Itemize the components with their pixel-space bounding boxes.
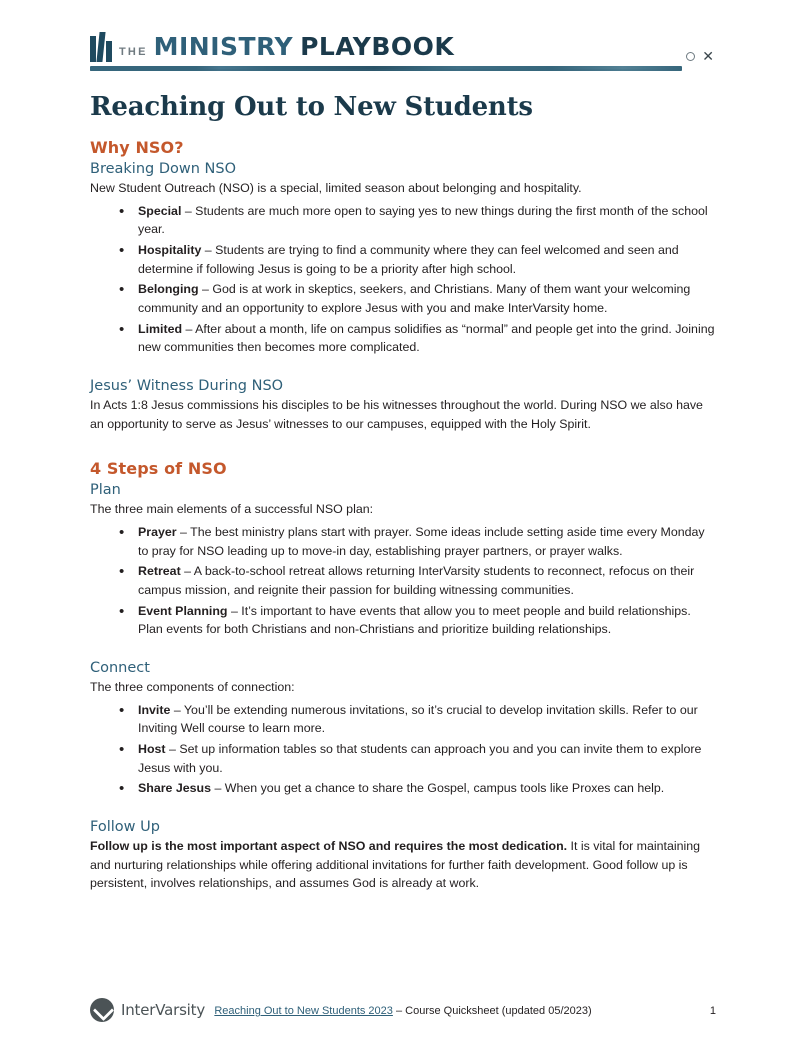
page-footer <box>90 998 716 1028</box>
list-item <box>138 202 718 239</box>
list-item <box>138 280 718 317</box>
footer-citation <box>90 1005 716 1017</box>
list-item <box>138 701 718 738</box>
list-item-lead: Limited <box>138 321 183 336</box>
paragraph-breaking-down-nso-intro: New Student Outreach (NSO) is a special, limited season about belonging and hospitality. <box>90 181 582 195</box>
list-item-lead: Prayer <box>138 525 177 540</box>
bullet-list-plan <box>90 523 718 639</box>
header-brush-divider <box>90 66 682 71</box>
list-item-text: – Set up information tables so that students can approach you and you can invite them to explore Jesus with you. <box>138 741 702 775</box>
list-item-text: – After about a month, life on campus solidifies as “normal” and people get into the grind. Joining new communities then becomes more complicated. <box>138 321 715 355</box>
paragraph-connect-intro: The three components of connection: <box>90 679 295 694</box>
subheading-connect: Connect <box>90 659 150 676</box>
paragraph-follow-up <box>90 837 718 894</box>
follow-up-bold-lead: Follow up is the most important aspect of NSO and requires the most dedication. <box>90 838 568 853</box>
subheading-jesus-witness: Jesus’ Witness During NSO <box>90 377 284 394</box>
list-item <box>138 740 718 777</box>
list-item-lead: Retreat <box>138 564 181 579</box>
list-item-text: – God is at work in skeptics, seekers, and Christians. Many of them want your welcoming community and an opportunity to explore Jesus with you and make InterVarsity home. <box>138 282 691 315</box>
list-item <box>138 241 718 278</box>
close-icon[interactable]: ✕ <box>702 48 714 64</box>
list-item-lead: Event Planning <box>138 603 228 618</box>
list-item <box>138 779 718 798</box>
bullet-list-breaking-down-nso <box>90 202 718 357</box>
section-heading-4-steps: 4 Steps of NSO <box>90 459 227 479</box>
footer-source-link[interactable]: Reaching Out to New Students 2023 <box>214 1005 393 1017</box>
window-controls[interactable] <box>686 48 714 64</box>
page-title: Reaching Out to New Students <box>90 92 533 122</box>
list-item <box>138 320 718 357</box>
subheading-breaking-down-nso: Breaking Down NSO <box>90 161 236 177</box>
logo-the-text: THE <box>119 46 148 58</box>
intervarsity-wordmark: InterVarsity <box>121 1001 206 1019</box>
circle-icon[interactable] <box>686 52 695 61</box>
paragraph-plan-intro: The three main elements of a successful NSO plan: <box>90 502 374 517</box>
list-item-lead: Hospitality <box>138 243 202 258</box>
list-item-text: – You’ll be extending numerous invitations, so it’s crucial to develop invitation skills. Refer to our Inviting Well course to learn more. <box>138 702 698 736</box>
ministry-playbook-logo <box>90 28 710 62</box>
follow-up-rest: It is vital for maintaining and nurturing relationships while offering additional invitations for further faith development. Good follow up is persistent, involves relationships, and assumes God is already at work. <box>90 838 701 891</box>
list-item <box>138 562 718 599</box>
list-item-lead: Invite <box>138 702 171 717</box>
list-item <box>138 602 718 639</box>
list-item-text: – The best ministry plans start with prayer. Some ideas include setting aside time every Monday to pray for NSO leading up to move-in day, establishing prayer partners, or prayer walks. <box>138 525 705 558</box>
subheading-plan: Plan <box>90 482 121 499</box>
logo-ministry-text: MINISTRY <box>153 32 294 61</box>
list-item-lead: Share Jesus <box>138 781 212 796</box>
paragraph-jesus-witness: In Acts 1:8 Jesus commissions his disciples to be his witnesses throughout the world. During NSO we also have an opportunity to serve as Jesus’ witnesses to our campuses, equipped with the Holy Spirit. <box>90 397 703 431</box>
page-number: 1 <box>709 1005 716 1017</box>
playbook-mark-icon <box>90 32 112 62</box>
list-item-text: – Students are trying to find a community where they can feel welcomed and seen and determine if following Jesus is going to be a priority after high school. <box>138 243 679 276</box>
logo-playbook-text: PLAYBOOK <box>300 32 455 61</box>
document-body <box>90 138 718 897</box>
list-item-lead: Special <box>138 203 182 218</box>
list-item-text: – A back-to-school retreat allows returning InterVarsity students to reconnect, refocus on their campus mission, and reignite their passion for building witnessing communities. <box>138 564 695 598</box>
list-item-lead: Host <box>138 741 166 756</box>
list-item-lead: Belonging <box>138 282 199 297</box>
list-item-text: – Students are much more open to saying yes to new things during the first month of the school year. <box>138 203 708 237</box>
list-item <box>138 523 718 560</box>
bullet-list-connect <box>90 701 718 798</box>
footer-citation-suffix: – Course Quicksheet (updated 05/2023) <box>392 1005 592 1017</box>
section-heading-why-nso: Why NSO? <box>90 138 184 157</box>
subheading-follow-up: Follow Up <box>90 818 160 835</box>
list-item-text: – It’s important to have events that allow you to meet people and build relationships. Plan events for both Christians and non-Christians and prioritize building relationships. <box>138 603 691 637</box>
list-item-text: – When you get a chance to share the Gospel, campus tools like Proxes can help. <box>211 781 665 796</box>
